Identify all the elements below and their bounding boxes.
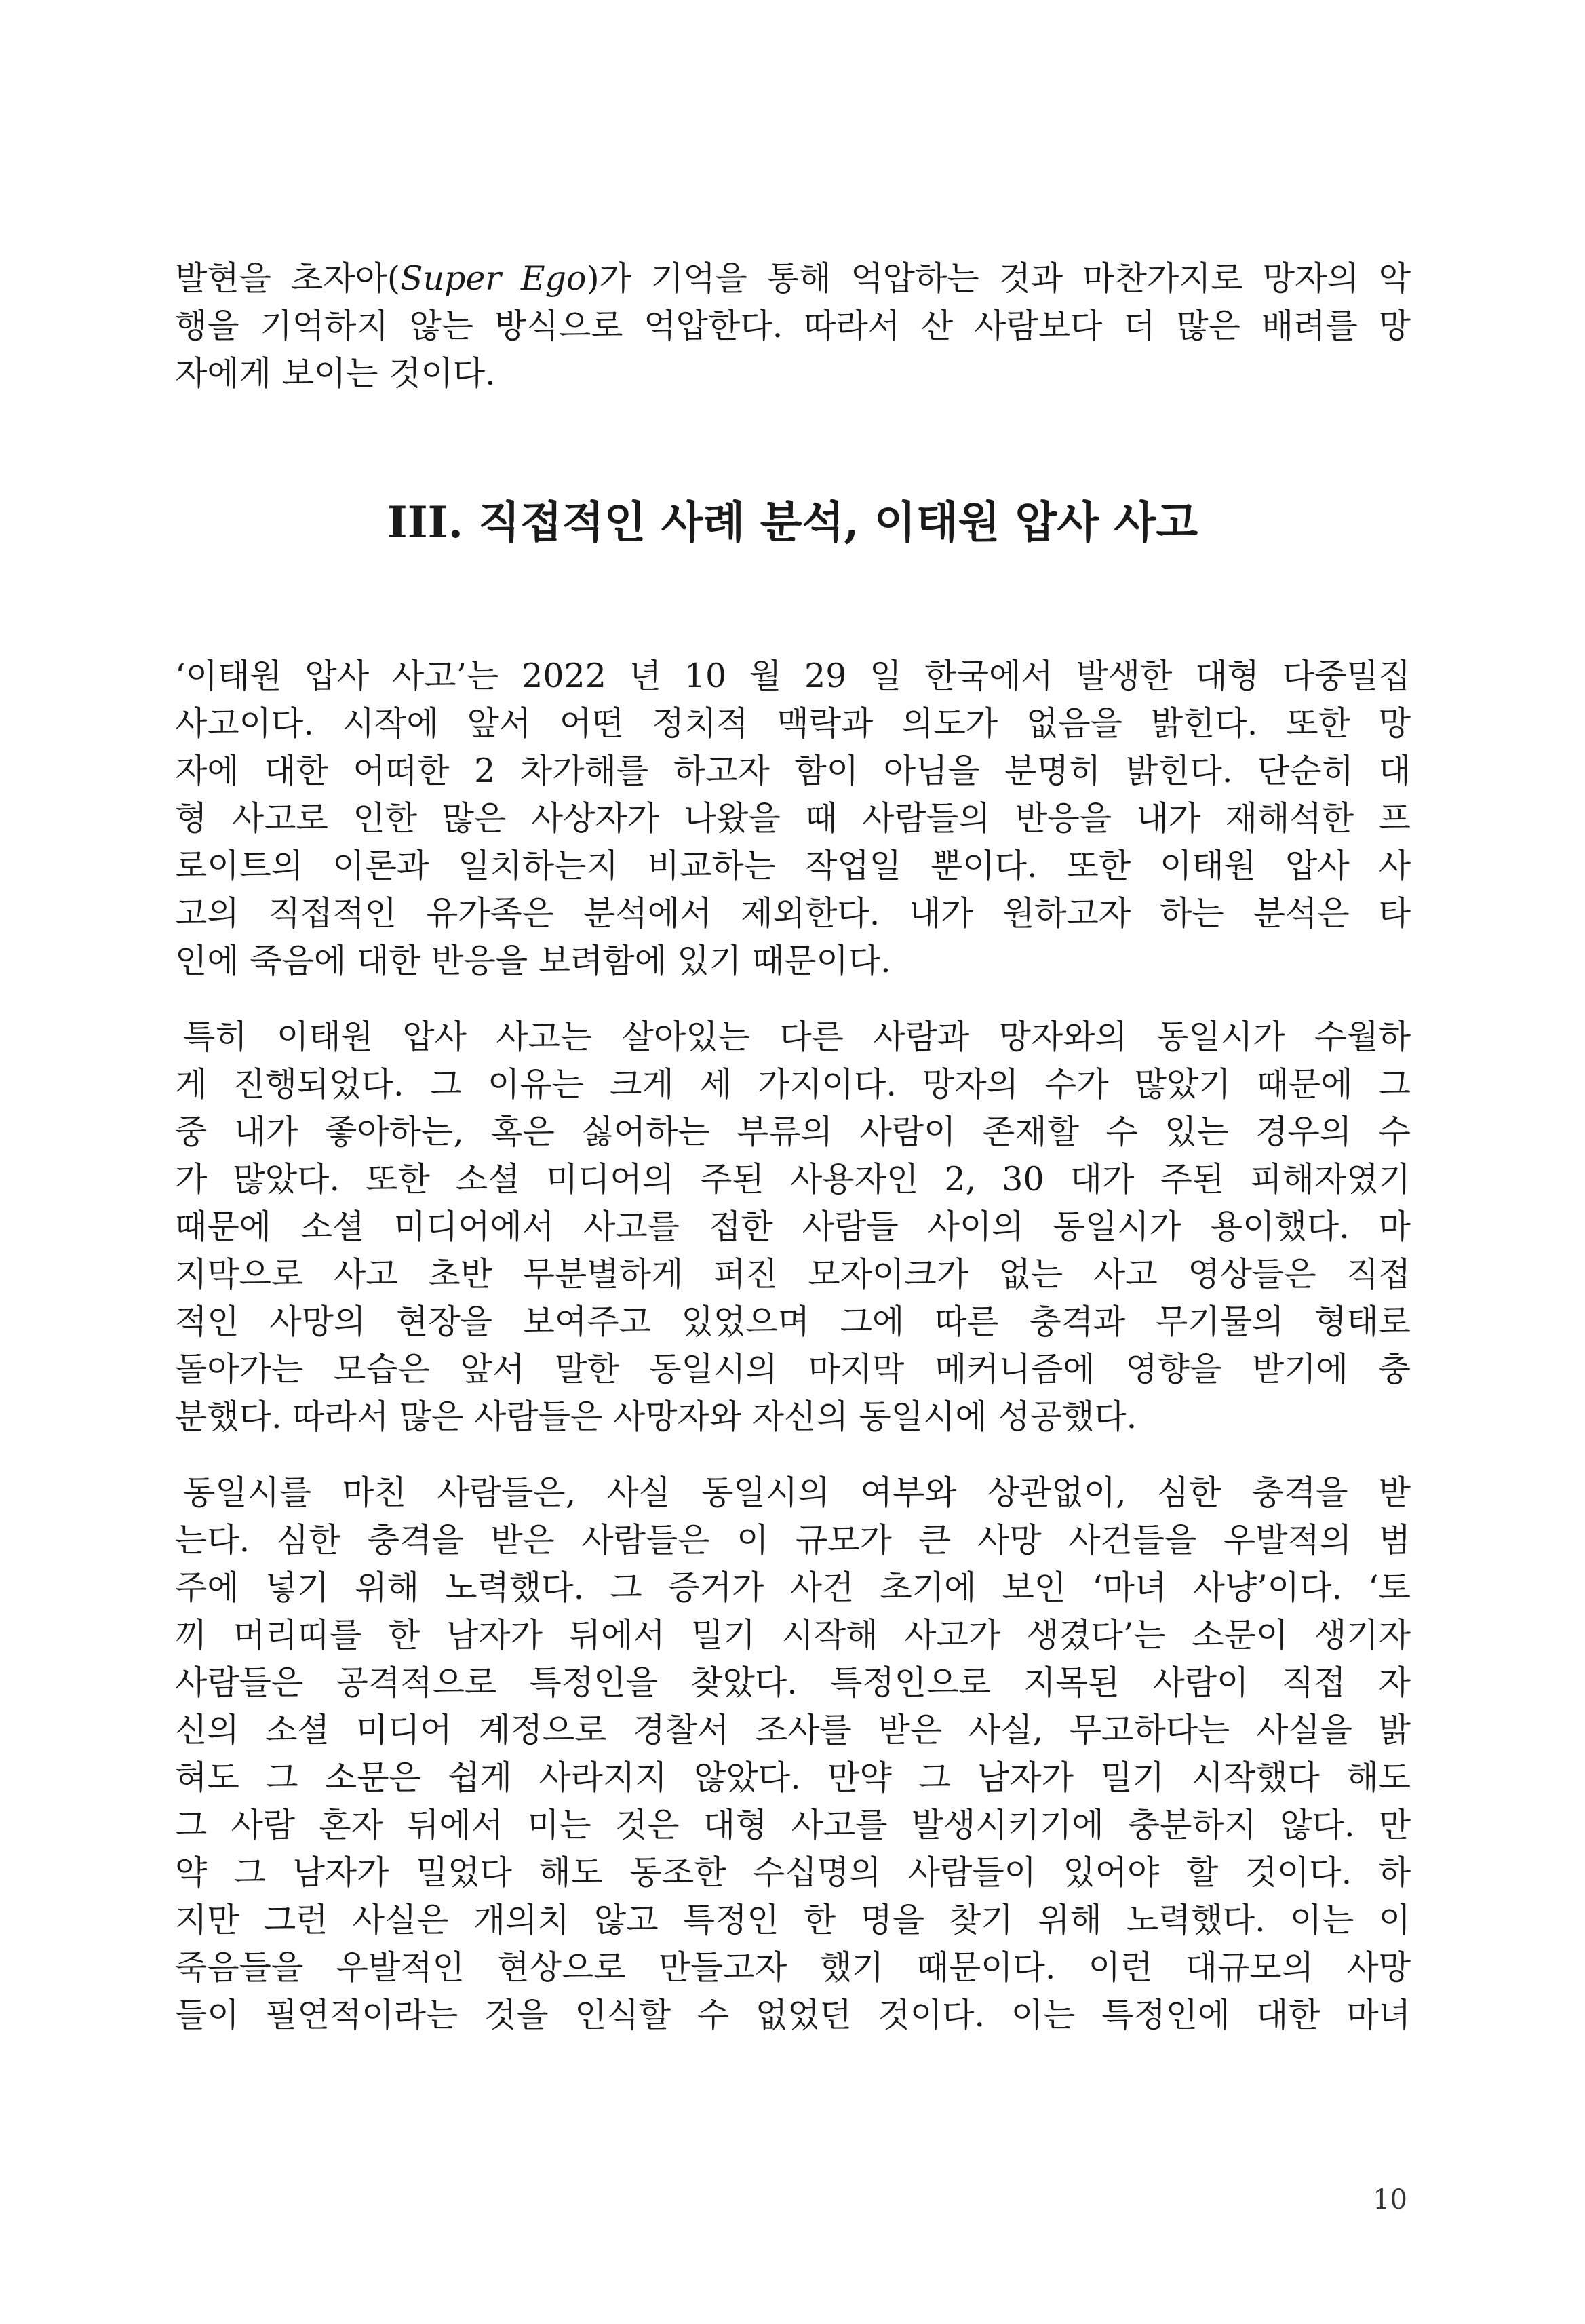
section-heading: III. 직접적인 사례 분석, 이태원 압사 사고 [387, 497, 1198, 548]
text-line: 고의 직접적인 유가족은 분석에서 제외한다. 내가 원하고자 하는 분석은 타 [175, 894, 1411, 933]
text-line: 지만 그런 사실은 개의치 않고 특정인 한 명을 찾기 위해 노력했다. 이는 이 [175, 1901, 1411, 1939]
text-line: 돌아가는 모습은 앞서 말한 동일시의 마지막 메커니즘에 영향을 받기에 충 [175, 1350, 1411, 1389]
text-line: ‘이태원 압사 사고’는 2022 년 10 월 29 일 한국에서 발생한 대형 다중밀집 [175, 657, 1411, 695]
page-number: 10 [1373, 2184, 1407, 2215]
text-line: 분했다. 따라서 많은 사람들은 사망자와 자신의 동일시에 성공했다. [175, 1397, 1137, 1436]
text-line: 죽음들을 우발적인 현상으로 만들고자 했기 때문이다. 이런 대규모의 사망 [175, 1948, 1411, 1987]
text-line: 끼 머리띠를 한 남자가 뒤에서 밀기 시작해 사고가 생겼다’는 소문이 생기자 [175, 1616, 1411, 1654]
text-line: 발현을 초자아(Super Ego)가 기억을 통해 억압하는 것과 마찬가지로 망자의 악 [175, 259, 1411, 298]
text-line: 들이 필연적이라는 것을 인식할 수 없었던 것이다. 이는 특정인에 대한 마녀 [175, 1996, 1411, 2034]
text-line: 동일시를 마친 사람들은, 사실 동일시의 여부와 상관없이, 심한 충격을 받 [183, 1473, 1411, 1512]
text-line: 신의 소셜 미디어 계정으로 경찰서 조사를 받은 사실, 무고하다는 사실을 밝 [175, 1711, 1411, 1749]
text-line: 혀도 그 소문은 쉽게 사라지지 않았다. 만약 그 남자가 밀기 시작했다 해도 [175, 1758, 1411, 1797]
text-line: 주에 넣기 위해 노력했다. 그 증거가 사건 초기에 보인 ‘마녀 사냥’이다. ‘토 [175, 1568, 1411, 1607]
text-line: 사람들은 공격적으로 특정인을 찾았다. 특정인으로 지목된 사람이 직접 자 [175, 1663, 1411, 1702]
text-line: 때문에 소셜 미디어에서 사고를 접한 사람들 사이의 동일시가 용이했다. 마 [175, 1207, 1411, 1246]
text-line: 자에 대한 어떠한 2 차가해를 하고자 함이 아님을 분명히 밝힌다. 단순히 대 [175, 752, 1411, 790]
text-line: 자에게 보이는 것이다. [175, 354, 496, 393]
text-line: 는다. 심한 충격을 받은 사람들은 이 규모가 큰 사망 사건들을 우발적의 범 [175, 1521, 1411, 1560]
text-line: 중 내가 좋아하는, 혹은 싫어하는 부류의 사람이 존재할 수 있는 경우의 수 [175, 1112, 1411, 1151]
text-line: 특히 이태원 압사 사고는 살아있는 다른 사람과 망자와의 동일시가 수월하 [183, 1018, 1411, 1056]
text-line: 적인 사망의 현장을 보여주고 있었으며 그에 따른 충격과 무기물의 형태로 [175, 1302, 1411, 1341]
text-line: 약 그 남자가 밀었다 해도 동조한 수십명의 사람들이 있어야 할 것이다. 하 [175, 1853, 1411, 1892]
text-line: 그 사람 혼자 뒤에서 미는 것은 대형 사고를 발생시키기에 충분하지 않다. 만 [175, 1806, 1411, 1844]
text-line: 가 많았다. 또한 소셜 미디어의 주된 사용자인 2, 30 대가 주된 피해자였기 [175, 1160, 1411, 1199]
text-line: 지막으로 사고 초반 무분별하게 퍼진 모자이크가 없는 사고 영상들은 직접 [175, 1255, 1411, 1294]
text-line: 로이트의 이론과 일치하는지 비교하는 작업일 뿐이다. 또한 이태원 압사 사 [175, 847, 1411, 885]
text-line: 게 진행되었다. 그 이유는 크게 세 가지이다. 망자의 수가 많았기 때문에 그 [175, 1065, 1411, 1104]
text-line: 사고이다. 시작에 앞서 어떤 정치적 맥락과 의도가 없음을 밝힌다. 또한 망 [175, 704, 1411, 743]
text-line: 인에 죽음에 대한 반응을 보려함에 있기 때문이다. [175, 942, 891, 980]
text-line: 형 사고로 인한 많은 사상자가 나왔을 때 사람들의 반응을 내가 재해석한 프 [175, 799, 1411, 838]
text-line: 행을 기억하지 않는 방식으로 억압한다. 따라서 산 사람보다 더 많은 배려를 망 [175, 307, 1411, 345]
